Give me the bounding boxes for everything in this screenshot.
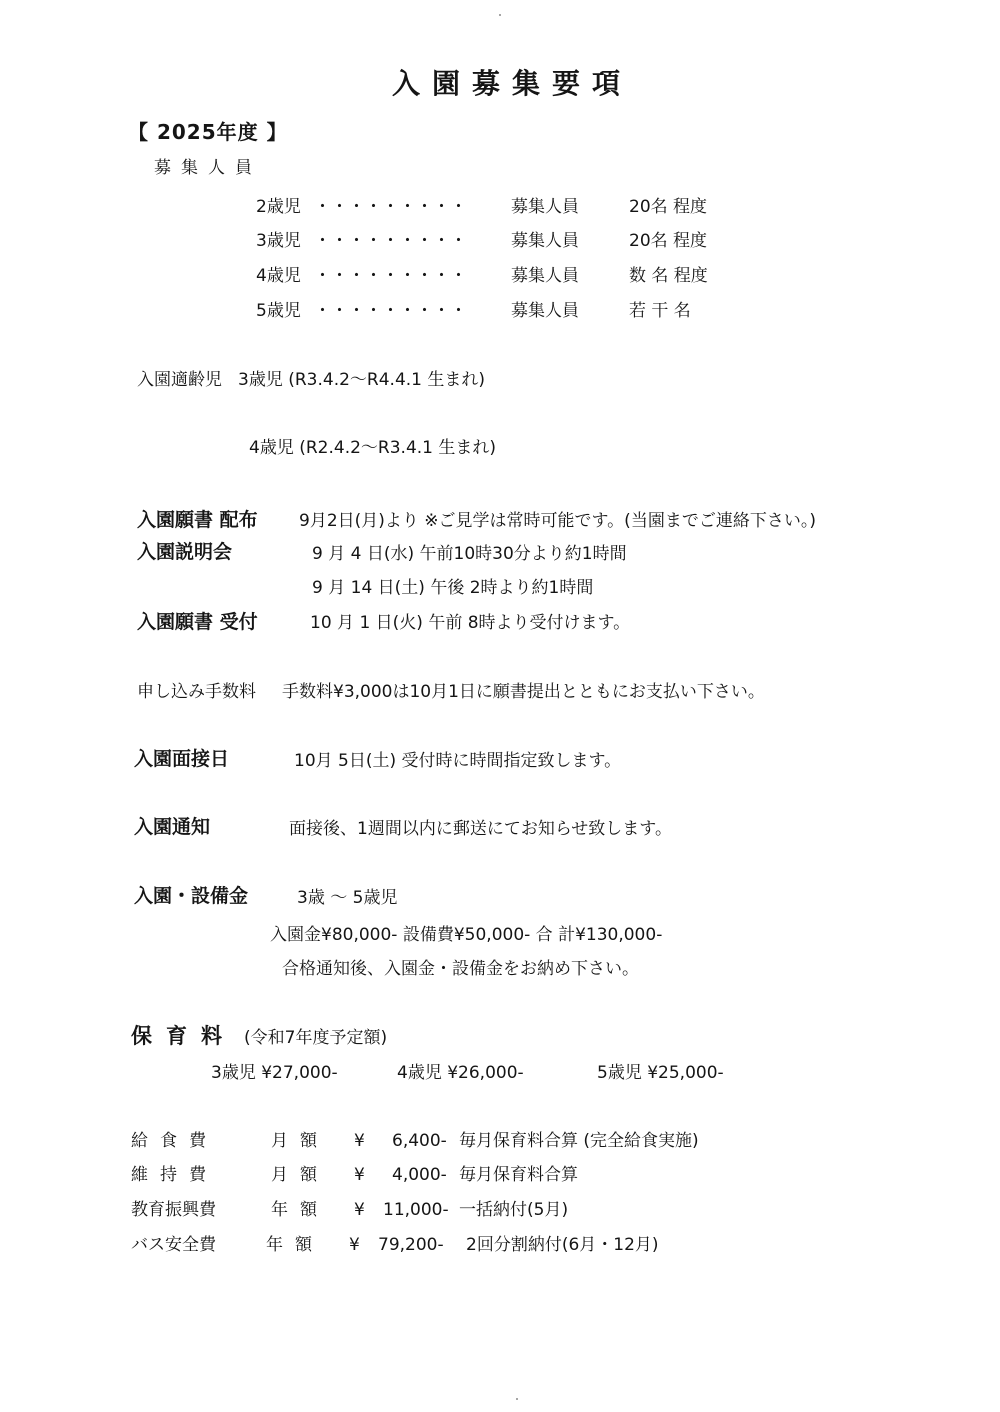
application-fee-text: 手数料¥3,000は10月1日に願書提出とともにお支払い下さい。	[282, 682, 765, 702]
education-fee-name: 教育振興費	[131, 1200, 216, 1220]
scan-dot	[499, 14, 501, 16]
interview-text: 10月 5日(土) 受付時に時間指定致します。	[294, 751, 622, 771]
eligibility-label: 入園適齢児	[137, 370, 222, 390]
maintenance-fee-amount: 4,000-	[392, 1165, 447, 1185]
eligibility-line-2: 4歳児 (R2.4.2〜R3.4.1 生まれ)	[249, 438, 497, 458]
bus-fee-period: 年額	[266, 1235, 324, 1255]
capacity-dots-5: ・・・・・・・・・	[314, 301, 467, 321]
capacity-age-3: 3歳児	[256, 231, 301, 251]
maintenance-fee-desc: 毎月保育料合算	[459, 1165, 578, 1185]
notice-text: 面接後、1週間以内に郵送にてお知らせ致します。	[289, 819, 672, 839]
admission-fee-note: 合格通知後、入園金・設備金をお納め下さい。	[282, 959, 639, 979]
education-fee-period: 年額	[271, 1200, 329, 1220]
capacity-value-5: 若 干 名	[629, 301, 691, 321]
maintenance-fee-period: 月額	[271, 1165, 329, 1185]
meal-fee-yen: ¥	[354, 1131, 365, 1151]
eligibility-line-1: 3歳児 (R3.4.2〜R4.4.1 生まれ)	[238, 370, 486, 390]
capacity-age-5: 5歳児	[256, 301, 301, 321]
meal-fee-desc: 毎月保育料合算 (完全給食実施)	[459, 1131, 699, 1151]
scan-dot-bottom	[516, 1398, 518, 1400]
meal-fee-name: 給食費	[131, 1131, 218, 1151]
bus-fee-amount: 79,200-	[378, 1235, 444, 1255]
capacity-label-4: 募集人員	[511, 266, 579, 286]
admission-fee-label: 入園・設備金	[134, 885, 249, 907]
briefing-session-1: 9 月 4 日(水) 午前10時30分より約1時間	[312, 544, 627, 564]
notice-label: 入園通知	[134, 816, 211, 838]
bus-fee-name: バス安全費	[131, 1235, 216, 1255]
capacity-value-3: 20名 程度	[629, 231, 708, 251]
maintenance-fee-name: 維持費	[131, 1165, 218, 1185]
admission-fee-range: 3歳 〜 5歳児	[297, 888, 398, 908]
education-fee-desc: 一括納付(5月)	[459, 1200, 569, 1220]
tuition-3yo: 3歳児 ¥27,000-	[211, 1063, 338, 1083]
reception-label: 入園願書 受付	[137, 611, 258, 633]
capacity-dots-3: ・・・・・・・・・	[314, 231, 467, 251]
document-title: 入園募集要項	[392, 67, 633, 100]
reception-text: 10 月 1 日(火) 午前 8時より受付けます。	[310, 613, 631, 633]
meal-fee-amount: 6,400-	[392, 1131, 447, 1151]
briefing-label: 入園説明会	[137, 541, 233, 563]
capacity-label-5: 募集人員	[511, 301, 579, 321]
education-fee-yen: ¥	[354, 1200, 365, 1220]
capacity-dots-2: ・・・・・・・・・	[314, 197, 467, 217]
bus-fee-desc: 2回分割納付(6月・12月)	[466, 1235, 659, 1255]
capacity-heading: 募集人員	[154, 158, 262, 178]
distribution-label: 入園願書 配布	[137, 509, 258, 531]
application-fee-label: 申し込み手数料	[137, 682, 256, 702]
capacity-label-3: 募集人員	[511, 231, 579, 251]
education-fee-amount: 11,000-	[383, 1200, 449, 1220]
distribution-text: 9月2日(月)より ※ご見学は常時可能です。(当園までご連絡下さい。)	[299, 511, 816, 531]
briefing-session-2: 9 月 14 日(土) 午後 2時より約1時間	[312, 578, 594, 598]
capacity-value-4: 数 名 程度	[629, 266, 708, 286]
capacity-age-4: 4歳児	[256, 266, 301, 286]
year-heading: 【 2025年度 】	[128, 120, 288, 144]
maintenance-fee-yen: ¥	[354, 1165, 365, 1185]
tuition-4yo: 4歳児 ¥26,000-	[397, 1063, 524, 1083]
meal-fee-period: 月額	[271, 1131, 329, 1151]
tuition-5yo: 5歳児 ¥25,000-	[597, 1063, 724, 1083]
capacity-value-2: 20名 程度	[629, 197, 708, 217]
capacity-age-2: 2歳児	[256, 197, 301, 217]
admission-fee-breakdown: 入園金¥80,000- 設備費¥50,000- 合 計¥130,000-	[270, 925, 663, 945]
tuition-label: 保育料	[131, 1024, 236, 1048]
interview-label: 入園面接日	[134, 748, 230, 770]
tuition-note: (令和7年度予定額)	[244, 1028, 388, 1048]
bus-fee-yen: ¥	[349, 1235, 360, 1255]
capacity-dots-4: ・・・・・・・・・	[314, 266, 467, 286]
capacity-label-2: 募集人員	[511, 197, 579, 217]
